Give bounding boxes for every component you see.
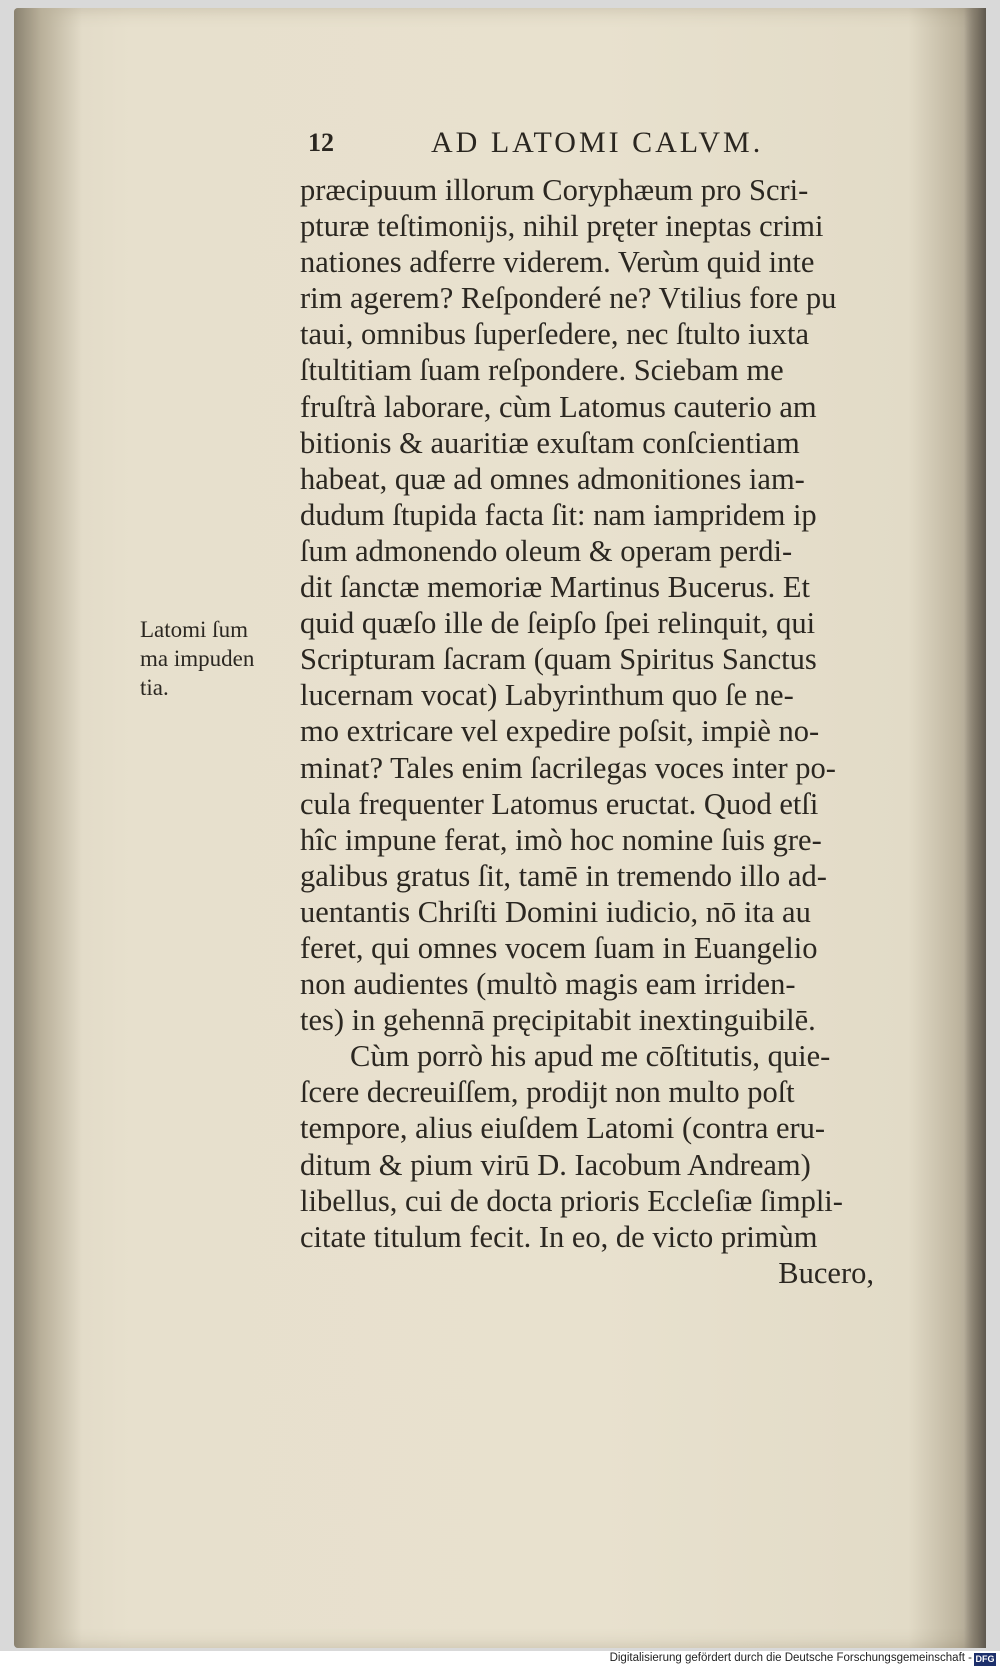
text-line: pturæ teſtimonijs, nihil pręter ineptas crimi <box>300 209 824 244</box>
funding-credit: Digitalisierung gefördert durch die Deutsche Forschungsgemeinschaft - <box>609 1652 972 1664</box>
text-line: nationes adferre viderem. Verùm quid inte <box>300 245 815 280</box>
text-line: dit ſanctæ memoriæ Martinus Bucerus. Et <box>300 570 810 605</box>
text-line: minat? Tales enim ſacrilegas voces inter po- <box>300 750 836 785</box>
text-line: uentantis Chriſti Domini iudicio, nō ita au <box>300 894 811 929</box>
text-line: ſcere decreuiſſem, prodijt non multo poſt <box>300 1075 795 1110</box>
text-line: quid quæſo ille de ſeipſo ſpei relinquit, qui <box>300 606 816 641</box>
running-title: AD LATOMI CALVM. <box>431 126 764 159</box>
text-line: hîc impune ferat, imò hoc nomine ſuis gre- <box>300 822 822 857</box>
body-text <box>300 172 880 1291</box>
catchword: Bucero, <box>778 1255 874 1290</box>
text-line: tempore, alius eiuſdem Latomi (contra eru- <box>300 1111 826 1146</box>
marginal-note <box>140 615 290 702</box>
page-number: 12 <box>308 128 334 157</box>
footer-bar <box>0 1651 1000 1669</box>
text-line: ditum & pium virū D. Iacobum Andream) <box>300 1147 811 1182</box>
text-line: rim agerem? Reſponderé ne? Vtilius fore pu <box>300 281 837 316</box>
text-line: libellus, cui de docta prioris Eccleſiæ ſimpli- <box>300 1183 843 1218</box>
text-line: præcipuum illorum Coryphæum pro Scri- <box>300 173 809 207</box>
text-line: mo extricare vel expedire poſsit, impiè no- <box>300 714 820 749</box>
page-edge-shadow <box>964 8 986 1648</box>
marginal-note-line: ma impuden <box>140 646 255 671</box>
text-line: taui, omnibus ſuperſedere, nec ſtulto iuxta <box>300 317 810 352</box>
text-line: ſum admonendo oleum & operam perdi- <box>300 533 793 568</box>
text-line: ſtultitiam ſuam reſpondere. Sciebam me <box>300 353 784 388</box>
text-line: habeat, quæ ad omnes admonitiones iam- <box>300 461 805 496</box>
text-line: tes) in gehennā pręcipitabit inextinguibilē. <box>300 1003 816 1038</box>
text-line: fruſtrà laborare, cùm Latomus cauterio am <box>300 389 817 424</box>
dfg-logo: DFG <box>975 1654 995 1664</box>
marginal-note-line: tia. <box>140 675 169 700</box>
text-line: dudum ſtupida facta ſit: nam iampridem ip <box>300 497 817 532</box>
page-gutter-shadow <box>14 8 82 1648</box>
text-line: feret, qui omnes vocem ſuam in Euangelio <box>300 930 818 965</box>
marginal-note-line: Latomi ſum <box>140 617 248 642</box>
page-header <box>296 126 936 170</box>
text-line: galibus gratus ſit, tamē in tremendo illo ad- <box>300 858 827 893</box>
text-line: Scripturam ſacram (quam Spiritus Sanctus <box>300 642 817 677</box>
text-line: Cùm porrò his apud me cōſtitutis, quie- <box>350 1039 831 1074</box>
text-line: lucernam vocat) Labyrinthum quo ſe ne- <box>300 678 794 713</box>
text-line: non audientes (multò magis eam irriden- <box>300 967 796 1002</box>
text-line: cula frequenter Latomus eructat. Quod etſi <box>300 786 819 821</box>
text-line: citate titulum fecit. In eo, de victo primùm <box>300 1219 818 1254</box>
text-line: bitionis & auaritiæ exuſtam conſcientiam <box>300 425 800 460</box>
